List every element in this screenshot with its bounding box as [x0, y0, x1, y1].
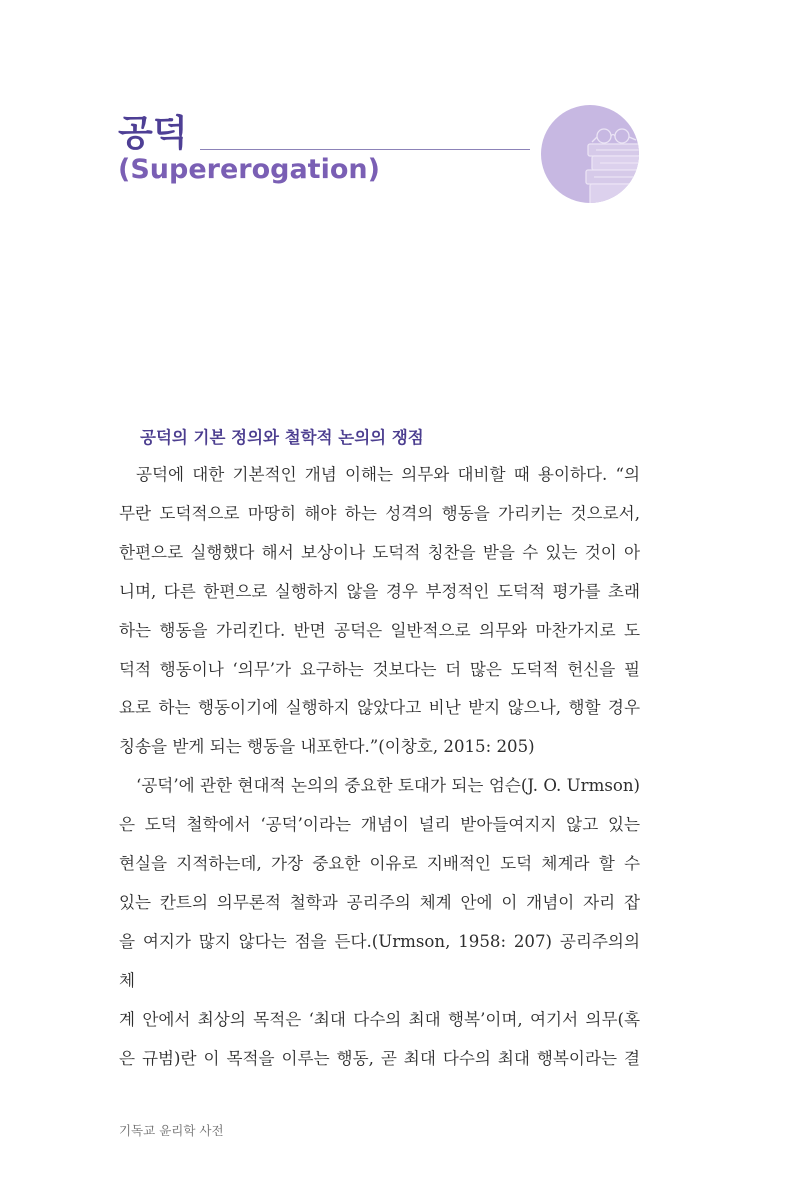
body-line: 니며, 다른 한편으로 실행하지 않을 경우 부정적인 도덕적 평가를 초래	[119, 581, 640, 601]
body-line: 칭송을 받게 되는 행동을 내포한다.”(이창호, 2015: 205)	[119, 737, 535, 757]
body-line: 은 도덕 철학에서 ‘공덕’이라는 개념이 널리 받아들여지지 않고 있는	[119, 815, 640, 835]
body-line: 현실을 지적하는데, 가장 중요한 이유로 지배적인 도덕 체계라 할 수	[119, 854, 640, 874]
books-with-glasses-icon	[540, 104, 640, 204]
body-line: 무란 도덕적으로 마땅히 해야 하는 성격의 행동을 가리키는 것으로서,	[119, 503, 640, 523]
page-subtitle: (Supererogation)	[118, 154, 380, 185]
body-line: ‘공덕’에 관한 현대적 논의의 중요한 토대가 되는 엄슨(J. O. Urmson)	[136, 776, 640, 796]
body-line: 계 안에서 최상의 목적은 ‘최대 다수의 최대 행복’이며, 여기서 의무(혹	[119, 1009, 640, 1029]
body-line: 은 규범)란 이 목적을 이루는 행동, 곧 최대 다수의 최대 행복이라는 결	[119, 1048, 640, 1068]
body-text	[119, 456, 640, 1079]
body-line: 있는 칸트의 의무론적 철학과 공리주의 체계 안에 이 개념이 자리 잡	[119, 892, 640, 912]
body-line: 덕적 행동이나 ‘의무’가 요구하는 것보다는 더 많은 도덕적 헌신을 필	[119, 659, 640, 679]
body-line: 공덕에 대한 기본적인 개념 이해는 의무와 대비할 때 용이하다. “의	[136, 465, 640, 484]
body-line: 을 여지가 많지 않다는 점을 든다.(Urmson, 1958: 207) 공리주의의 체	[119, 931, 640, 990]
page-title: 공덕	[118, 113, 188, 154]
body-line: 요로 하는 행동이기에 실행하지 않았다고 비난 받지 않으나, 행할 경우	[119, 698, 640, 718]
title-divider	[200, 149, 530, 150]
footer-book-title: 기독교 윤리학 사전	[119, 1123, 224, 1138]
section-heading: 공덕의 기본 정의와 철학적 논의의 쟁점	[140, 428, 424, 447]
body-line: 하는 행동을 가리킨다. 반면 공덕은 일반적으로 의무와 마찬가지로 도	[119, 620, 640, 640]
body-line: 한편으로 실행했다 해서 보상이나 도덕적 칭찬을 받을 수 있는 것이 아	[119, 542, 640, 562]
